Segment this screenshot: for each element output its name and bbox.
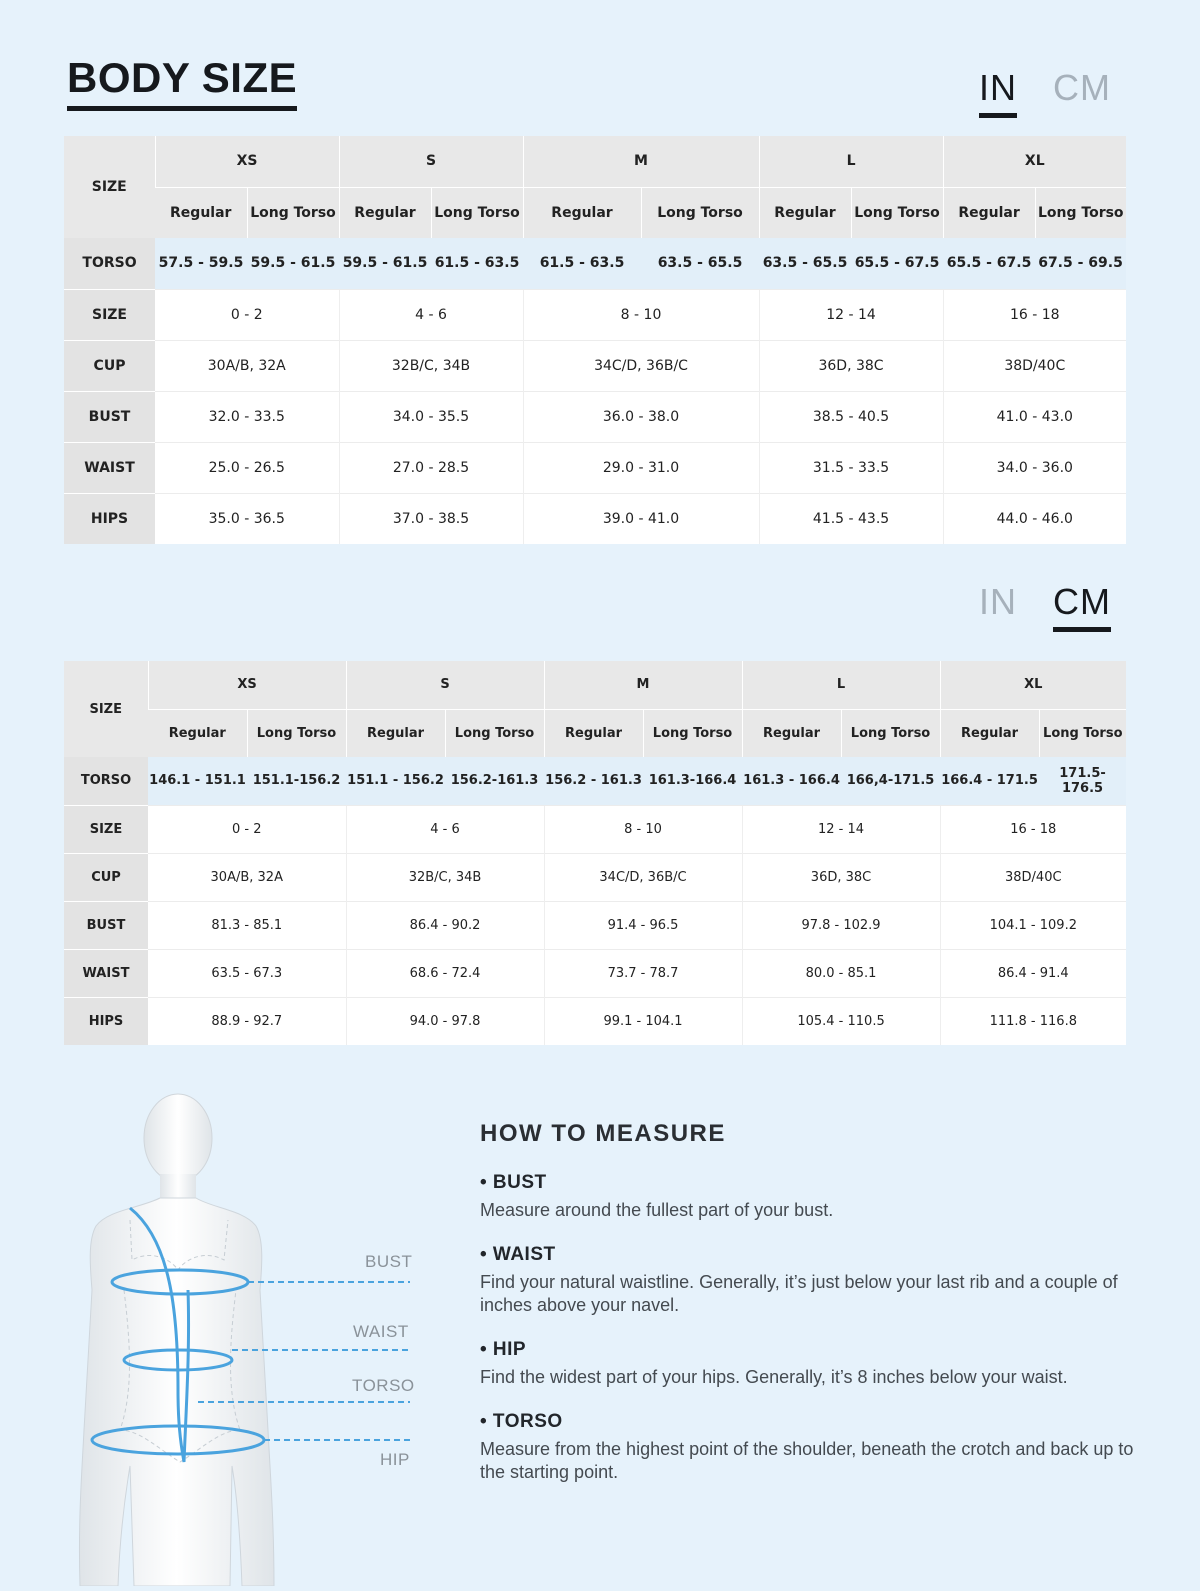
row-label-hips: HIPS <box>64 997 148 1045</box>
table-cell: 36.0 - 38.0 <box>523 391 759 442</box>
table-cell: 30A/B, 32A <box>155 340 339 391</box>
sub-header: Regular <box>940 709 1039 757</box>
row-label-torso: TORSO <box>64 757 148 805</box>
how-to-measure-heading: HOW TO MEASURE <box>480 1120 726 1147</box>
table-cell: 4 - 6 <box>346 805 544 853</box>
table-cell: 156.2 - 161.3 <box>544 757 643 805</box>
page-title: BODY SIZE <box>67 54 297 111</box>
sub-header: Long Torso <box>445 709 544 757</box>
table-cell: 171.5-176.5 <box>1039 757 1126 805</box>
table-cell: 57.5 - 59.5 <box>155 238 247 289</box>
sub-header: Regular <box>523 187 641 238</box>
table-cell: 41.5 - 43.5 <box>759 493 943 544</box>
table-cell: 61.5 - 63.5 <box>431 238 523 289</box>
table-cell: 91.4 - 96.5 <box>544 901 742 949</box>
size-header-l: L <box>759 136 943 187</box>
figure-label-waist: WAIST <box>353 1322 409 1341</box>
table-cell: 36D, 38C <box>759 340 943 391</box>
table-cell: 63.5 - 65.5 <box>641 238 759 289</box>
table-cell: 59.5 - 61.5 <box>247 238 339 289</box>
size-header-m: M <box>544 661 742 709</box>
table-cell: 67.5 - 69.5 <box>1035 238 1126 289</box>
table-cell: 12 - 14 <box>742 805 940 853</box>
table-cell: 166,4-171.5 <box>841 757 940 805</box>
row-label-bust: BUST <box>64 901 148 949</box>
sub-header: Long Torso <box>1039 709 1126 757</box>
table-cell: 34.0 - 35.5 <box>339 391 523 442</box>
measure-item-title: • BUST <box>480 1172 547 1193</box>
sub-header: Regular <box>544 709 643 757</box>
sub-header: Long Torso <box>841 709 940 757</box>
table-cell: 29.0 - 31.0 <box>523 442 759 493</box>
measure-item-title: • TORSO <box>480 1411 563 1432</box>
table-cell: 34C/D, 36B/C <box>544 853 742 901</box>
sub-header: Long Torso <box>851 187 943 238</box>
figure-label-hip: HIP <box>380 1450 410 1469</box>
body-measure-figure <box>60 1090 430 1586</box>
table-cell: 59.5 - 61.5 <box>339 238 431 289</box>
table-cell: 86.4 - 91.4 <box>940 949 1126 997</box>
unit-toggle-in[interactable]: IN <box>979 581 1017 622</box>
table-cell: 12 - 14 <box>759 289 943 340</box>
row-label-bust: BUST <box>64 391 155 442</box>
table-cell: 0 - 2 <box>148 805 346 853</box>
table-cell: 34C/D, 36B/C <box>523 340 759 391</box>
measure-item-bust <box>480 1172 1140 1222</box>
sub-header: Long Torso <box>641 187 759 238</box>
table-cell: 68.6 - 72.4 <box>346 949 544 997</box>
measure-item-desc: Find the widest part of your hips. Generally, it’s 8 inches below your waist. <box>480 1367 1068 1387</box>
size-header-xl: XL <box>940 661 1126 709</box>
row-label-hips: HIPS <box>64 493 155 544</box>
figure-label-bust: BUST <box>365 1252 413 1271</box>
sub-header: Regular <box>148 709 247 757</box>
table-cell: 94.0 - 97.8 <box>346 997 544 1045</box>
table-cell: 97.8 - 102.9 <box>742 901 940 949</box>
measure-item-desc: Measure from the highest point of the shoulder, beneath the crotch and back up to the starting point. <box>480 1439 1134 1482</box>
table-cell: 36D, 38C <box>742 853 940 901</box>
table-cell: 16 - 18 <box>943 289 1126 340</box>
table-cell: 146.1 - 151.1 <box>148 757 247 805</box>
size-table-cm <box>64 661 1126 1045</box>
table-cell: 37.0 - 38.5 <box>339 493 523 544</box>
size-header-xs: XS <box>148 661 346 709</box>
table-cell: 99.1 - 104.1 <box>544 997 742 1045</box>
table-cell: 39.0 - 41.0 <box>523 493 759 544</box>
sub-header: Regular <box>155 187 247 238</box>
table-cell: 41.0 - 43.0 <box>943 391 1126 442</box>
table-cell: 27.0 - 28.5 <box>339 442 523 493</box>
table-cell: 73.7 - 78.7 <box>544 949 742 997</box>
measure-item-title: • WAIST <box>480 1244 556 1265</box>
measure-item-desc: Measure around the fullest part of your bust. <box>480 1200 834 1220</box>
size-header-s: S <box>346 661 544 709</box>
table-cell: 161.3 - 166.4 <box>742 757 841 805</box>
row-label-waist: WAIST <box>64 949 148 997</box>
table-cell: 151.1 - 156.2 <box>346 757 445 805</box>
unit-toggle-cm[interactable]: CM <box>1053 581 1111 622</box>
table-cell: 81.3 - 85.1 <box>148 901 346 949</box>
table-cell: 35.0 - 36.5 <box>155 493 339 544</box>
size-header-xl: XL <box>943 136 1126 187</box>
table-cell: 151.1-156.2 <box>247 757 346 805</box>
table-cell: 34.0 - 36.0 <box>943 442 1126 493</box>
measure-item-torso <box>480 1411 1140 1484</box>
table-cell: 30A/B, 32A <box>148 853 346 901</box>
row-label-waist: WAIST <box>64 442 155 493</box>
row-label-size: SIZE <box>64 289 155 340</box>
unit-toggle-cm[interactable]: CM <box>1053 67 1111 108</box>
table-cell: 161.3-166.4 <box>643 757 742 805</box>
table-cell: 156.2-161.3 <box>445 757 544 805</box>
measure-item-hip <box>480 1339 1140 1389</box>
sub-header: Long Torso <box>1035 187 1126 238</box>
table-cell: 111.8 - 116.8 <box>940 997 1126 1045</box>
size-header-m: M <box>523 136 759 187</box>
figure-label-torso: TORSO <box>352 1376 415 1395</box>
size-header-cell: SIZE <box>64 136 155 238</box>
table-cell: 8 - 10 <box>523 289 759 340</box>
table-cell: 32B/C, 34B <box>346 853 544 901</box>
table-cell: 63.5 - 67.3 <box>148 949 346 997</box>
table-cell: 65.5 - 67.5 <box>851 238 943 289</box>
size-header-l: L <box>742 661 940 709</box>
table-cell: 38D/40C <box>940 853 1126 901</box>
table-cell: 80.0 - 85.1 <box>742 949 940 997</box>
unit-toggle-in[interactable]: IN <box>979 67 1017 108</box>
sub-header: Regular <box>742 709 841 757</box>
table-cell: 0 - 2 <box>155 289 339 340</box>
how-to-measure-section <box>480 1120 1140 1506</box>
table-cell: 38D/40C <box>943 340 1126 391</box>
table-cell: 65.5 - 67.5 <box>943 238 1035 289</box>
table-cell: 4 - 6 <box>339 289 523 340</box>
table-cell: 25.0 - 26.5 <box>155 442 339 493</box>
row-label-size: SIZE <box>64 805 148 853</box>
table-cell: 104.1 - 109.2 <box>940 901 1126 949</box>
sub-header: Long Torso <box>247 709 346 757</box>
table-cell: 63.5 - 65.5 <box>759 238 851 289</box>
table-cell: 61.5 - 63.5 <box>523 238 641 289</box>
table-cell: 86.4 - 90.2 <box>346 901 544 949</box>
measure-item-title: • HIP <box>480 1339 527 1360</box>
table-cell: 38.5 - 40.5 <box>759 391 943 442</box>
sub-header: Regular <box>759 187 851 238</box>
table-cell: 31.5 - 33.5 <box>759 442 943 493</box>
size-header-xs: XS <box>155 136 339 187</box>
measure-item-waist <box>480 1244 1140 1317</box>
table-cell: 105.4 - 110.5 <box>742 997 940 1045</box>
table-cell: 32B/C, 34B <box>339 340 523 391</box>
sub-header: Regular <box>339 187 431 238</box>
sub-header: Regular <box>346 709 445 757</box>
measure-item-desc: Find your natural waistline. Generally, it’s just below your last rib and a couple of inches above your navel. <box>480 1272 1118 1315</box>
sub-header: Long Torso <box>247 187 339 238</box>
table-cell: 88.9 - 92.7 <box>148 997 346 1045</box>
size-header-cell: SIZE <box>64 661 148 757</box>
sub-header: Long Torso <box>431 187 523 238</box>
table-cell: 32.0 - 33.5 <box>155 391 339 442</box>
table-cell: 16 - 18 <box>940 805 1126 853</box>
table-cell: 166.4 - 171.5 <box>940 757 1039 805</box>
table-cell: 44.0 - 46.0 <box>943 493 1126 544</box>
size-header-s: S <box>339 136 523 187</box>
row-label-cup: CUP <box>64 853 148 901</box>
table-cell: 8 - 10 <box>544 805 742 853</box>
sub-header: Long Torso <box>643 709 742 757</box>
row-label-torso: TORSO <box>64 238 155 289</box>
sub-header: Regular <box>943 187 1035 238</box>
row-label-cup: CUP <box>64 340 155 391</box>
size-table-inches <box>64 136 1126 544</box>
